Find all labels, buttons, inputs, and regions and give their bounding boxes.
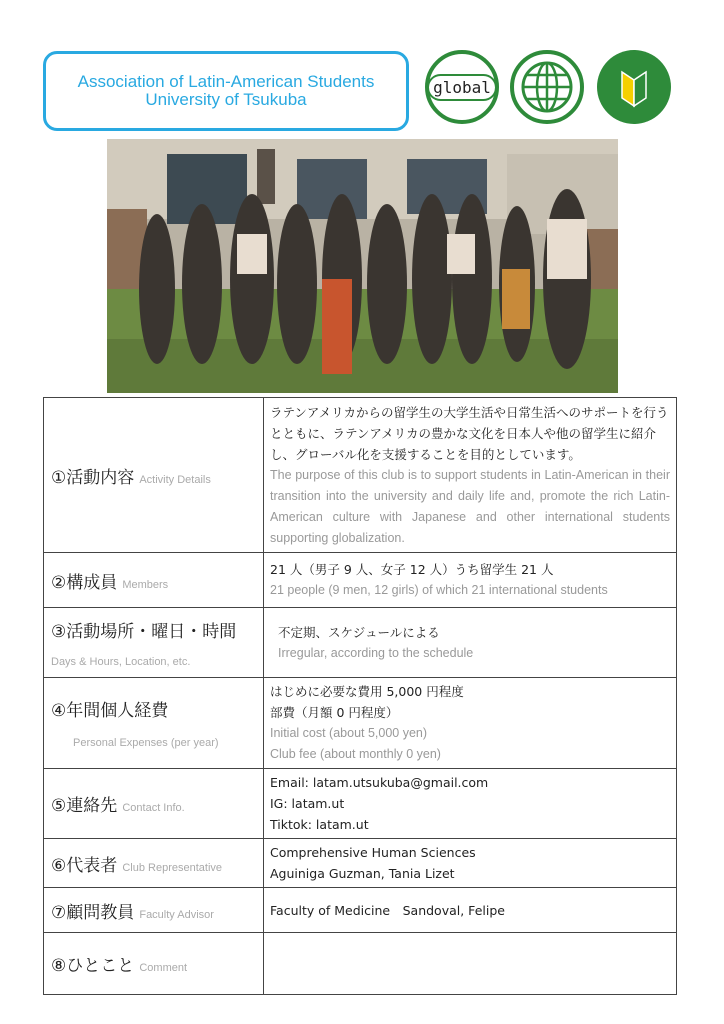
row-number: ⑦ [51,902,67,923]
label-en: Personal Expenses (per year) [73,737,219,749]
label-faculty-advisor [44,888,264,933]
contact-instagram[interactable]: IG: latam.ut [270,796,345,811]
value-jp: Faculty of Medicine Sandoval, Felipe [270,902,505,918]
label-en: Faculty Advisor [139,908,214,921]
label-club-representative [44,839,264,888]
label-jp: 活動場所・曜日・時間 [66,621,237,642]
contact-email[interactable]: Email: latam.utsukuba@gmail.com [270,775,489,790]
value-members [264,553,677,608]
label-jp: 代表者 [66,855,118,876]
label-en: Comment [139,962,188,974]
club-name-line2: University of Tsukuba [145,90,307,109]
label-comment [44,933,264,995]
label-jp: 年間個人経費 [66,701,169,721]
row-personal-expenses [44,678,677,769]
value-en: The purpose of this club is to support students in Latin-American in their transition into the university and daily life and, promote the rich Latin-American culture with Japanese and other international students supporting globalization. [270,467,670,545]
value-activity-details [264,398,677,553]
row-contact-info [44,769,677,839]
value-jp: はじめに必要な費用 5,000 円程度 [270,684,464,699]
club-name-box [43,51,409,131]
value-jp: 部費（月額 0 円程度） [270,705,399,720]
contact-tiktok[interactable]: Tiktok: latam.ut [270,817,369,832]
value-en: Irregular, according to the schedule [278,645,474,660]
row-number: ⑤ [51,796,67,816]
label-personal-expenses [44,678,264,769]
value-days-hours [264,608,677,678]
row-activity-details [44,398,677,553]
value-jp: ラテンアメリカからの留学生の大学生活や日常生活へのサポートを行うとともに、ラテンアメリカの豊かな文化を日本人や他の留学生に紹介し、グローバル化を支援することを目的としています。 [270,404,669,462]
value-club-representative [264,839,677,888]
label-en: Contact Info. [122,802,185,814]
row-number: ③ [51,621,67,642]
row-members [44,553,677,608]
global-logo-text: global [427,74,497,101]
label-en: Activity Details [139,473,211,486]
row-number: ② [51,572,67,593]
value-faculty-advisor [264,888,677,933]
row-number: ④ [51,701,67,721]
value-contact-info [264,769,677,839]
value-en: 21 people (9 men, 12 girls) of which 21 international students [270,583,608,597]
label-jp: 連絡先 [66,796,118,816]
beginner-mark-icon [597,50,671,124]
label-jp: 活動内容 [66,467,135,488]
value-en: Club fee (about monthly 0 yen) [270,747,441,761]
label-contact-info [44,769,264,839]
club-name-line1: Association of Latin-American Students [77,72,375,91]
globe-icon [510,50,584,124]
value-jp: 21 人（男子 9 人、女子 12 人）うち留学生 21 人 [270,562,554,577]
value-jp: Comprehensive Human Sciences [270,845,476,860]
row-days-hours [44,608,677,678]
row-club-representative [44,839,677,888]
value-personal-expenses [264,678,677,769]
label-activity-details [44,398,264,553]
label-en: Club Representative [122,861,223,874]
group-photo [107,139,618,393]
club-info-table [43,397,677,995]
row-comment [44,933,677,995]
row-faculty-advisor [44,888,677,933]
value-jp: Aguiniga Guzman, Tania Lizet [270,866,455,881]
label-jp: 構成員 [66,572,118,593]
label-en: Days & Hours, Location, etc. [51,655,191,668]
row-number: ① [51,467,67,488]
value-jp: 不定期、スケジュールによる [278,624,440,640]
label-jp: 顧問教員 [66,902,135,923]
value-comment [264,933,677,995]
label-members [44,553,264,608]
label-days-hours [44,608,264,678]
label-en: Members [122,578,169,591]
row-number: ⑥ [51,855,67,876]
label-jp: ひとこと [66,956,135,976]
value-en: Initial cost (about 5,000 yen) [270,726,428,740]
row-number: ⑧ [51,956,67,976]
global-logo [425,50,499,124]
